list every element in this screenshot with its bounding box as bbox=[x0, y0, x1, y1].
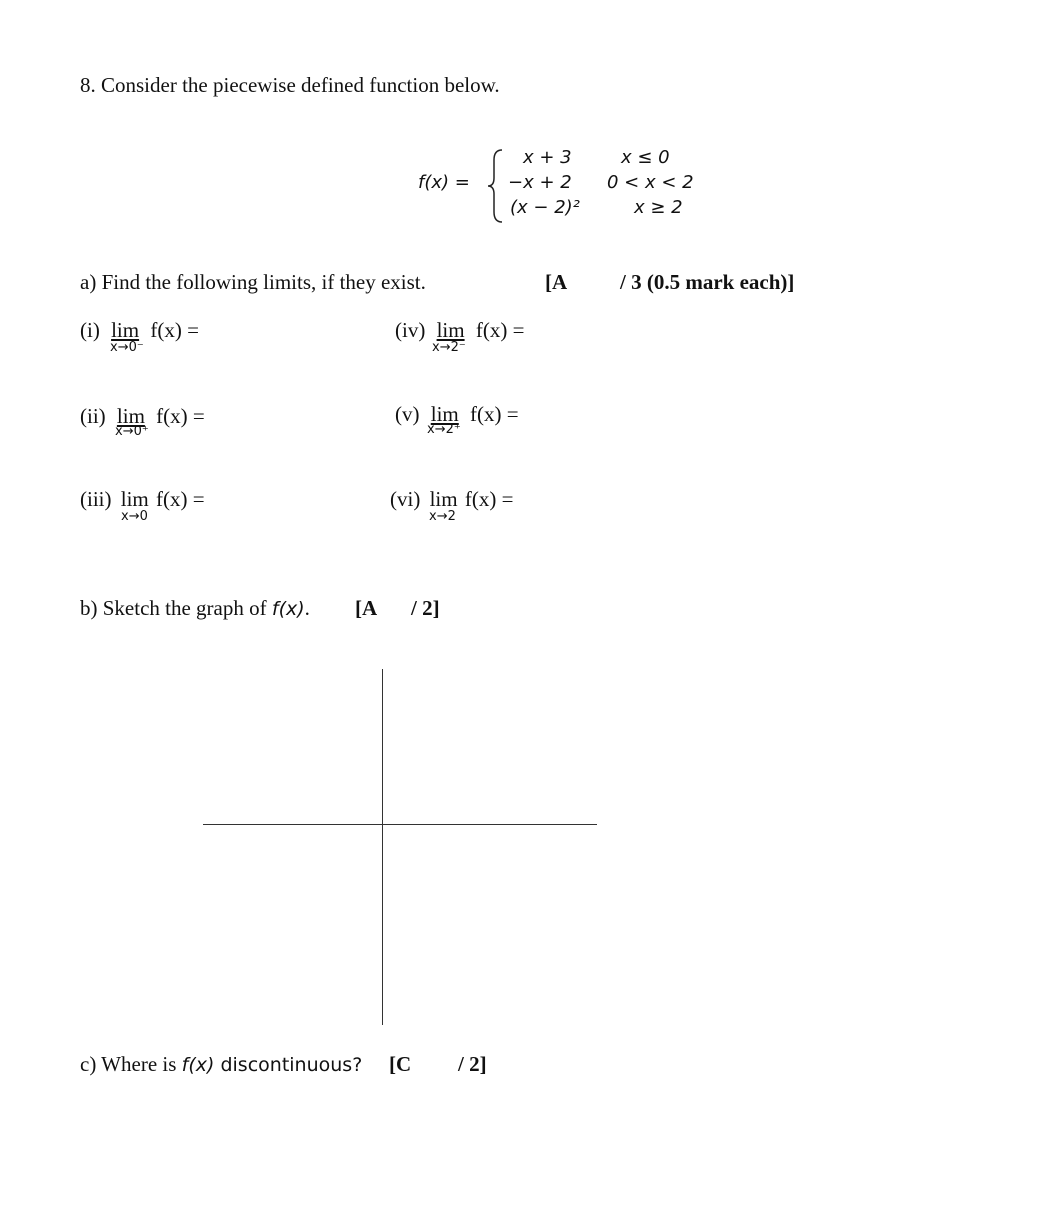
limit-v-sub: x→2⁺ bbox=[427, 422, 461, 437]
limit-iv bbox=[395, 318, 525, 355]
limit-v-func: f(x) = bbox=[470, 402, 519, 426]
part-c-prompt-prefix: c) Where is bbox=[80, 1052, 182, 1076]
part-b-mark-tag: [A bbox=[355, 596, 378, 620]
limit-v-label: (v) bbox=[395, 402, 420, 426]
limit-vi-label: (vi) bbox=[390, 487, 421, 511]
limit-ii-func: f(x) = bbox=[156, 404, 205, 428]
part-c-prompt-suffix: discontinuous? bbox=[214, 1054, 363, 1076]
x-axis bbox=[203, 824, 597, 825]
part-b-prompt-prefix: b) Sketch the graph of bbox=[80, 596, 272, 620]
limit-iii-sub: x→0 bbox=[121, 509, 148, 524]
part-c-mark-value: / 2] bbox=[458, 1052, 487, 1076]
part-c-prompt bbox=[80, 1052, 362, 1077]
question-heading: 8. Consider the piecewise defined function below. bbox=[80, 73, 500, 97]
part-c-prompt-math: f(x) bbox=[181, 1054, 215, 1076]
limit-v-word: lim bbox=[430, 402, 459, 426]
piece-cond-1: x ≤ 0 bbox=[621, 147, 670, 168]
limit-vi-func: f(x) = bbox=[464, 487, 514, 511]
part-a-mark-tag: [A bbox=[545, 270, 568, 294]
limit-iv-sub: x→2⁻ bbox=[432, 340, 466, 355]
piece-expr-3: (x − 2)² bbox=[510, 197, 580, 218]
limit-i-func: f(x) = bbox=[150, 318, 199, 342]
limit-ii bbox=[80, 404, 205, 439]
limit-ii-word: lim bbox=[116, 404, 145, 428]
limit-i-sub: x→0⁻ bbox=[110, 340, 144, 355]
part-c-mark-tag: [C bbox=[389, 1052, 412, 1076]
limit-ii-label: (ii) bbox=[80, 404, 106, 428]
piece-expr-2: −x + 2 bbox=[508, 172, 572, 193]
limit-iii-word: lim bbox=[120, 487, 149, 511]
part-b-prompt-math: f(x) bbox=[271, 598, 305, 620]
part-a-mark-value: / 3 (0.5 mark each)] bbox=[620, 270, 795, 294]
limit-vi-sub: x→2 bbox=[429, 509, 456, 524]
piece-cond-3: x ≥ 2 bbox=[634, 197, 683, 218]
part-b-prompt-suffix: . bbox=[304, 596, 310, 620]
limit-v bbox=[395, 402, 519, 437]
limit-i bbox=[80, 318, 199, 355]
limit-vi-word: lim bbox=[429, 487, 458, 511]
piece-cond-2: 0 < x < 2 bbox=[607, 172, 694, 193]
limit-ii-sub: x→0⁺ bbox=[115, 424, 149, 439]
limit-vi bbox=[390, 487, 514, 524]
limit-iii-func: f(x) = bbox=[156, 487, 205, 511]
left-brace bbox=[486, 148, 508, 224]
function-lhs-text: f(x) = bbox=[418, 172, 470, 193]
part-a-prompt: a) Find the following limits, if they exist. bbox=[80, 270, 426, 294]
function-lhs bbox=[418, 172, 470, 193]
limit-iii bbox=[80, 487, 205, 524]
limit-iii-label: (iii) bbox=[80, 487, 112, 511]
part-b-mark-value: / 2] bbox=[411, 596, 440, 620]
piece-expr-1: x + 3 bbox=[523, 147, 572, 168]
limit-i-label: (i) bbox=[80, 318, 100, 342]
limit-i-word: lim bbox=[111, 318, 140, 342]
limit-iv-word: lim bbox=[436, 318, 465, 342]
part-b-prompt bbox=[80, 596, 310, 621]
limit-iv-func: f(x) = bbox=[475, 318, 525, 342]
y-axis bbox=[382, 669, 383, 1025]
limit-iv-label: (iv) bbox=[395, 318, 426, 342]
